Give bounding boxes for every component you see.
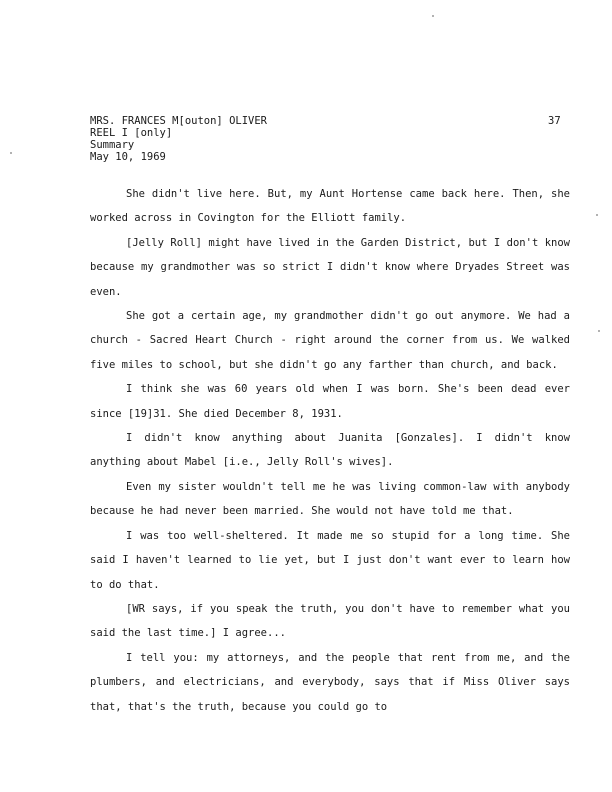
paragraph: [Jelly Roll] might have lived in the Garden District, but I don't know because my grandmother was so strict I didn't know where Dryades Street was even. (90, 236, 570, 298)
document-type: Summary (90, 139, 135, 151)
interviewee-name: MRS. FRANCES M[outon] OLIVER (90, 115, 268, 127)
paragraph: I was too well-sheltered. It made me so stupid for a long time. She said I haven't learned to lie yet, but I just don't want ever to learn how to do that. (90, 529, 570, 591)
scan-speck (432, 15, 434, 17)
paragraph: I tell you: my attorneys, and the people that rent from me, and the plumbers, and electricians, and everybody, says that if Miss Oliver says that, that's the truth, because you could go to (90, 651, 570, 713)
paragraph: [WR says, if you speak the truth, you don't have to remember what you said the last time.] I agree... (90, 602, 570, 640)
paragraph: I didn't know anything about Juanita [Gonzales]. I didn't know anything about Mabel [i.e., Jelly Roll's wives]. (90, 432, 570, 469)
paragraph: She got a certain age, my grandmother didn't go out anymore. We had a church - Sacred Heart Church - right around the corner from us. We walked five miles to school, but she didn't go any farther than church, and back. (90, 310, 570, 371)
page-number: 37 (548, 115, 561, 127)
interview-date: May 10, 1969 (90, 151, 166, 163)
reel-label: REEL I [only] (90, 127, 173, 139)
paragraph: I think she was 60 years old when I was born. She's been dead ever since [19]31. She died December 8, 1931. (90, 383, 570, 420)
transcript-body (90, 182, 570, 719)
paragraph: She didn't live here. But, my Aunt Hortense came back here. Then, she worked across in Covington for the Elliott family. (90, 188, 570, 225)
paragraph: Even my sister wouldn't tell me he was living common-law with anybody because he had never been married. She would not have told me that. (90, 480, 570, 518)
scan-speck (598, 330, 600, 332)
scan-speck (596, 214, 598, 216)
scan-speck (10, 152, 12, 154)
document-header (90, 115, 570, 163)
